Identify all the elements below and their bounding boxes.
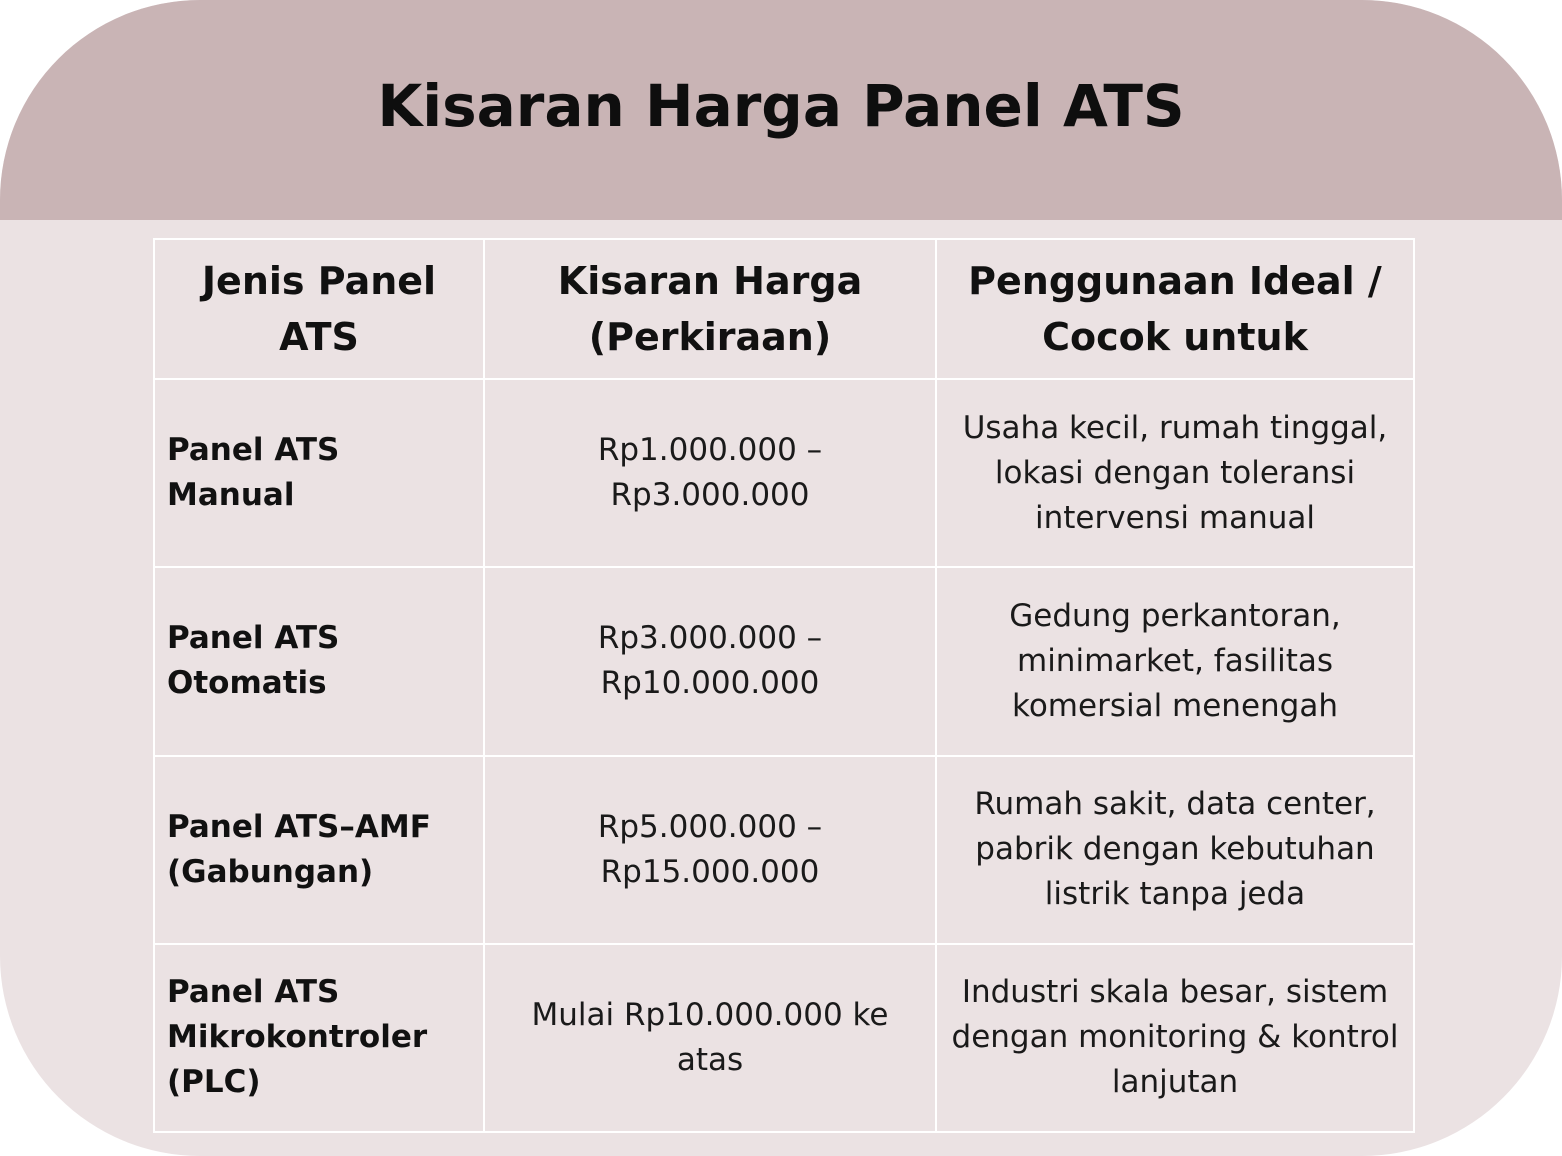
cell-price: Mulai Rp10.000.000 ke atas: [484, 944, 936, 1132]
cell-price: Rp5.000.000 – Rp15.000.000: [484, 756, 936, 944]
cell-price: Rp3.000.000 – Rp10.000.000: [484, 567, 936, 755]
header-price-range: Kisaran Harga (Perkiraan): [484, 239, 936, 379]
cell-panel-type: Panel ATS Mikrokontroler (PLC): [154, 944, 484, 1132]
cell-panel-type: Panel ATS Manual: [154, 379, 484, 567]
cell-panel-type: Panel ATS–AMF (Gabungan): [154, 756, 484, 944]
cell-price: Rp1.000.000 – Rp3.000.000: [484, 379, 936, 567]
cell-use: Usaha kecil, rumah tinggal, lokasi dengan toleransi intervensi manual: [936, 379, 1414, 567]
header-ideal-use: Penggunaan Ideal / Cocok untuk: [936, 239, 1414, 379]
table-row: [154, 756, 1414, 944]
header-band: [0, 0, 1562, 220]
table-header-row: [154, 239, 1414, 379]
table-row: [154, 567, 1414, 755]
cell-use: Industri skala besar, sistem dengan monitoring & kontrol lanjutan: [936, 944, 1414, 1132]
cell-use: Rumah sakit, data center, pabrik dengan kebutuhan listrik tanpa jeda: [936, 756, 1414, 944]
price-table: [153, 238, 1415, 1133]
page-title: Kisaran Harga Panel ATS: [377, 72, 1185, 140]
header-panel-type: Jenis Panel ATS: [154, 239, 484, 379]
table-row: [154, 379, 1414, 567]
table-row: [154, 944, 1414, 1132]
cell-use: Gedung perkantoran, minimarket, fasilitas komersial menengah: [936, 567, 1414, 755]
cell-panel-type: Panel ATS Otomatis: [154, 567, 484, 755]
